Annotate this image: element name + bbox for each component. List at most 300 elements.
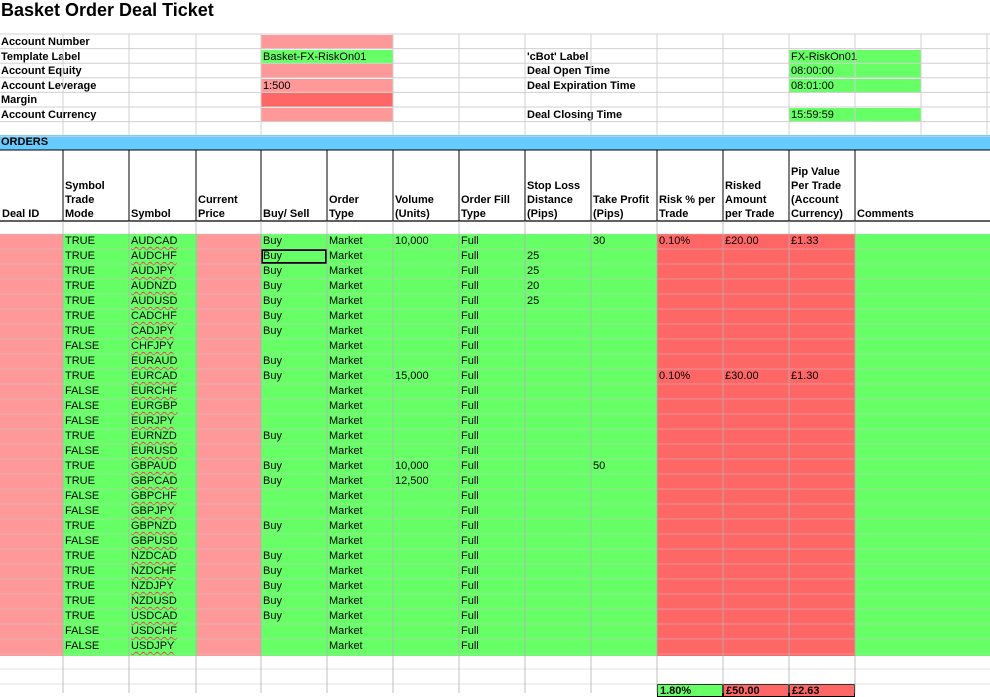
symbol-trade-mode-cell[interactable]: FALSE (65, 490, 100, 502)
volume-cell[interactable] (393, 249, 459, 264)
buy-sell-cell[interactable]: Buy (263, 280, 282, 292)
symbol-trade-mode-cell[interactable]: FALSE (65, 445, 100, 457)
take-profit-cell[interactable] (591, 249, 657, 264)
stop-loss-cell[interactable] (525, 549, 591, 564)
pip-value-cell[interactable] (789, 594, 855, 609)
order-type-cell[interactable]: Market (329, 235, 363, 247)
take-profit-cell[interactable] (591, 504, 657, 519)
stop-loss-cell[interactable] (525, 519, 591, 534)
column-header[interactable]: Take Profit (Pips) (593, 194, 650, 220)
take-profit-cell[interactable] (591, 324, 657, 339)
symbol-trade-mode-cell[interactable]: FALSE (65, 400, 100, 412)
stop-loss-cell[interactable] (525, 339, 591, 354)
buy-sell-cell[interactable]: Buy (263, 520, 282, 532)
order-fill-type-cell[interactable]: Full (461, 625, 479, 637)
symbol-trade-mode-cell[interactable]: FALSE (65, 385, 100, 397)
account-field-value[interactable] (261, 64, 393, 78)
order-type-cell[interactable]: Market (329, 310, 363, 322)
stop-loss-cell[interactable] (525, 414, 591, 429)
take-profit-cell[interactable] (591, 549, 657, 564)
risk-percent-cell[interactable] (657, 594, 723, 609)
stop-loss-cell[interactable] (525, 579, 591, 594)
buy-sell-cell[interactable]: Buy (263, 430, 282, 442)
symbol-trade-mode-cell[interactable]: FALSE (65, 535, 100, 547)
account-field-value[interactable] (261, 108, 393, 122)
pip-value-cell[interactable] (789, 534, 855, 549)
stop-loss-cell[interactable] (525, 429, 591, 444)
take-profit-cell[interactable] (591, 594, 657, 609)
pip-value-cell[interactable] (789, 264, 855, 279)
deal-field-value[interactable] (789, 93, 921, 107)
order-fill-type-cell[interactable]: Full (461, 595, 479, 607)
risked-amount-cell[interactable] (723, 489, 789, 504)
order-fill-type-cell[interactable]: Full (461, 280, 479, 292)
volume-cell[interactable]: 15,000 (395, 370, 429, 382)
symbol-cell[interactable]: CADCHF (131, 310, 177, 322)
stop-loss-cell[interactable] (525, 384, 591, 399)
buy-sell-cell[interactable] (261, 444, 327, 459)
column-header[interactable]: Symbol (131, 208, 171, 220)
order-type-cell[interactable]: Market (329, 595, 363, 607)
buy-sell-cell[interactable]: Buy (263, 460, 282, 472)
column-header[interactable]: Order Fill Type (461, 194, 510, 220)
symbol-trade-mode-cell[interactable]: TRUE (65, 580, 95, 592)
deal-field-value[interactable]: FX-RiskOn01 (789, 50, 921, 64)
volume-cell[interactable] (393, 624, 459, 639)
stop-loss-cell[interactable] (525, 444, 591, 459)
symbol-trade-mode-cell[interactable]: TRUE (65, 295, 95, 307)
symbol-trade-mode-cell[interactable]: TRUE (65, 355, 95, 367)
buy-sell-cell[interactable]: Buy (263, 355, 282, 367)
order-fill-type-cell[interactable]: Full (461, 430, 479, 442)
symbol-trade-mode-cell[interactable]: TRUE (65, 550, 95, 562)
stop-loss-cell[interactable] (525, 234, 591, 249)
risk-percent-cell[interactable] (657, 534, 723, 549)
symbol-cell[interactable]: USDCAD (131, 610, 178, 622)
take-profit-cell[interactable] (591, 354, 657, 369)
buy-sell-cell[interactable]: Buy (263, 235, 282, 247)
buy-sell-cell[interactable]: Buy (263, 595, 282, 607)
buy-sell-cell[interactable]: Buy (263, 325, 282, 337)
risk-percent-cell[interactable] (657, 519, 723, 534)
symbol-trade-mode-cell[interactable]: TRUE (65, 310, 95, 322)
risked-amount-cell[interactable] (723, 324, 789, 339)
order-type-cell[interactable]: Market (329, 490, 363, 502)
volume-cell[interactable] (393, 519, 459, 534)
order-type-cell[interactable]: Market (329, 535, 363, 547)
buy-sell-cell[interactable] (261, 624, 327, 639)
order-type-cell[interactable]: Market (329, 505, 363, 517)
risked-amount-cell[interactable] (723, 339, 789, 354)
buy-sell-cell[interactable]: Buy (263, 580, 282, 592)
stop-loss-cell[interactable] (525, 324, 591, 339)
buy-sell-cell[interactable] (261, 399, 327, 414)
symbol-cell[interactable]: NZDJPY (131, 580, 174, 592)
risk-percent-cell[interactable] (657, 249, 723, 264)
take-profit-cell[interactable] (591, 519, 657, 534)
take-profit-cell[interactable]: 50 (593, 460, 606, 472)
pip-value-cell[interactable] (789, 579, 855, 594)
risk-percent-cell[interactable] (657, 564, 723, 579)
pip-value-cell[interactable] (789, 324, 855, 339)
order-fill-type-cell[interactable]: Full (461, 550, 479, 562)
risked-amount-cell[interactable] (723, 249, 789, 264)
pip-value-cell[interactable] (789, 384, 855, 399)
buy-sell-cell[interactable]: Buy (263, 310, 282, 322)
symbol-cell[interactable]: GBPCHF (131, 490, 177, 502)
risked-amount-cell[interactable] (723, 504, 789, 519)
column-header[interactable]: Pip Value Per Trade (Account Currency) (791, 166, 843, 220)
volume-cell[interactable] (393, 264, 459, 279)
column-header[interactable]: Volume (Units) (395, 194, 434, 220)
stop-loss-cell[interactable]: 25 (527, 250, 540, 262)
risk-percent-cell[interactable] (657, 639, 723, 654)
volume-cell[interactable] (393, 294, 459, 309)
symbol-cell[interactable]: NZDCHF (131, 565, 177, 577)
symbol-cell[interactable]: EURNZD (131, 430, 177, 442)
symbol-cell[interactable]: EURJPY (131, 415, 175, 427)
symbol-trade-mode-cell[interactable]: TRUE (65, 520, 95, 532)
pip-value-cell[interactable] (789, 309, 855, 324)
order-type-cell[interactable]: Market (329, 385, 363, 397)
risked-amount-cell[interactable] (723, 609, 789, 624)
risked-amount-cell[interactable] (723, 534, 789, 549)
risked-amount-cell[interactable]: £20.00 (725, 235, 759, 247)
stop-loss-cell[interactable] (525, 459, 591, 474)
risked-amount-cell[interactable] (723, 279, 789, 294)
take-profit-cell[interactable] (591, 279, 657, 294)
risked-amount-cell[interactable] (723, 429, 789, 444)
volume-cell[interactable] (393, 279, 459, 294)
risk-percent-cell[interactable] (657, 504, 723, 519)
risked-amount-cell[interactable] (723, 414, 789, 429)
stop-loss-cell[interactable] (525, 624, 591, 639)
take-profit-cell[interactable] (591, 414, 657, 429)
symbol-cell[interactable]: GBPNZD (131, 520, 177, 532)
volume-cell[interactable] (393, 384, 459, 399)
symbol-cell[interactable]: AUDCAD (131, 235, 178, 247)
volume-cell[interactable] (393, 639, 459, 654)
order-type-cell[interactable]: Market (329, 430, 363, 442)
buy-sell-cell[interactable] (261, 534, 327, 549)
risked-amount-cell[interactable]: £30.00 (725, 370, 759, 382)
volume-cell[interactable]: 10,000 (395, 235, 429, 247)
take-profit-cell[interactable] (591, 564, 657, 579)
risk-percent-cell[interactable]: 0.10% (659, 235, 691, 247)
take-profit-cell[interactable] (591, 384, 657, 399)
order-fill-type-cell[interactable]: Full (461, 535, 479, 547)
order-fill-type-cell[interactable]: Full (461, 400, 479, 412)
symbol-cell[interactable]: NZDCAD (131, 550, 177, 562)
risk-percent-cell[interactable] (657, 279, 723, 294)
order-type-cell[interactable]: Market (329, 550, 363, 562)
volume-cell[interactable] (393, 324, 459, 339)
symbol-cell[interactable]: GBPJPY (131, 505, 175, 517)
risk-percent-cell[interactable] (657, 414, 723, 429)
symbol-cell[interactable]: EURUSD (131, 445, 178, 457)
pip-value-cell[interactable] (789, 549, 855, 564)
symbol-cell[interactable]: AUDUSD (131, 295, 178, 307)
risk-percent-cell[interactable] (657, 444, 723, 459)
take-profit-cell[interactable] (591, 339, 657, 354)
volume-cell[interactable] (393, 309, 459, 324)
volume-cell[interactable]: 10,000 (395, 460, 429, 472)
risked-amount-cell[interactable] (723, 564, 789, 579)
risk-percent-cell[interactable] (657, 579, 723, 594)
pip-value-cell[interactable] (789, 609, 855, 624)
pip-value-cell[interactable] (789, 414, 855, 429)
volume-cell[interactable] (393, 564, 459, 579)
pip-value-cell[interactable] (789, 564, 855, 579)
volume-cell[interactable] (393, 399, 459, 414)
column-header[interactable]: Stop Loss Distance (Pips) (527, 180, 581, 220)
symbol-cell[interactable]: USDCHF (131, 625, 177, 637)
risked-amount-cell[interactable] (723, 594, 789, 609)
symbol-trade-mode-cell[interactable]: TRUE (65, 595, 95, 607)
deal-field-value[interactable]: 15:59:59 (789, 108, 921, 122)
risk-percent-cell[interactable] (657, 609, 723, 624)
order-fill-type-cell[interactable]: Full (461, 445, 479, 457)
symbol-trade-mode-cell[interactable]: TRUE (65, 610, 95, 622)
volume-cell[interactable] (393, 534, 459, 549)
symbol-cell[interactable]: GBPUSD (131, 535, 178, 547)
volume-cell[interactable] (393, 339, 459, 354)
column-header[interactable]: Comments (857, 208, 914, 220)
symbol-trade-mode-cell[interactable]: TRUE (65, 475, 95, 487)
risk-percent-cell[interactable] (657, 624, 723, 639)
symbol-cell[interactable]: CADJPY (131, 325, 175, 337)
symbol-trade-mode-cell[interactable]: TRUE (65, 250, 95, 262)
order-fill-type-cell[interactable]: Full (461, 505, 479, 517)
risk-percent-cell[interactable] (657, 459, 723, 474)
stop-loss-cell[interactable] (525, 639, 591, 654)
risk-percent-cell[interactable] (657, 324, 723, 339)
symbol-cell[interactable]: USDJPY (131, 640, 175, 652)
symbol-cell[interactable]: AUDNZD (131, 280, 177, 292)
order-fill-type-cell[interactable]: Full (461, 460, 479, 472)
take-profit-cell[interactable] (591, 264, 657, 279)
risk-percent-cell[interactable] (657, 429, 723, 444)
stop-loss-cell[interactable] (525, 534, 591, 549)
stop-loss-cell[interactable] (525, 474, 591, 489)
symbol-trade-mode-cell[interactable]: TRUE (65, 235, 95, 247)
column-header[interactable]: Current Price (198, 194, 238, 220)
take-profit-cell[interactable] (591, 489, 657, 504)
risked-amount-cell[interactable] (723, 474, 789, 489)
take-profit-cell[interactable]: 30 (593, 235, 606, 247)
pip-value-cell[interactable] (789, 399, 855, 414)
risked-amount-cell[interactable] (723, 639, 789, 654)
pip-value-cell[interactable] (789, 624, 855, 639)
order-type-cell[interactable]: Market (329, 445, 363, 457)
symbol-trade-mode-cell[interactable]: TRUE (65, 460, 95, 472)
buy-sell-cell[interactable] (261, 504, 327, 519)
buy-sell-cell[interactable]: Buy (263, 265, 282, 277)
order-fill-type-cell[interactable]: Full (461, 385, 479, 397)
order-type-cell[interactable]: Market (329, 520, 363, 532)
pip-value-cell[interactable] (789, 519, 855, 534)
symbol-cell[interactable]: GBPAUD (131, 460, 177, 472)
buy-sell-cell[interactable] (261, 489, 327, 504)
pip-value-cell[interactable] (789, 339, 855, 354)
order-fill-type-cell[interactable]: Full (461, 370, 479, 382)
risked-amount-cell[interactable] (723, 309, 789, 324)
pip-value-cell[interactable] (789, 489, 855, 504)
risk-percent-cell[interactable] (657, 339, 723, 354)
volume-cell[interactable] (393, 444, 459, 459)
risk-percent-cell[interactable]: 0.10% (659, 370, 691, 382)
risked-amount-cell[interactable] (723, 459, 789, 474)
buy-sell-cell[interactable] (261, 384, 327, 399)
order-type-cell[interactable]: Market (329, 250, 363, 262)
symbol-cell[interactable]: EURCAD (131, 370, 178, 382)
pip-value-cell[interactable] (789, 279, 855, 294)
pip-value-cell[interactable] (789, 294, 855, 309)
order-fill-type-cell[interactable]: Full (461, 265, 479, 277)
account-field-value[interactable] (261, 35, 393, 49)
risk-percent-cell[interactable] (657, 384, 723, 399)
stop-loss-cell[interactable] (525, 489, 591, 504)
symbol-trade-mode-cell[interactable]: TRUE (65, 370, 95, 382)
column-header[interactable]: Buy/ Sell (263, 208, 310, 220)
column-header[interactable]: Risk % per Trade (659, 194, 716, 220)
symbol-trade-mode-cell[interactable]: TRUE (65, 565, 95, 577)
take-profit-cell[interactable] (591, 639, 657, 654)
risk-percent-cell[interactable] (657, 474, 723, 489)
order-type-cell[interactable]: Market (329, 565, 363, 577)
column-header[interactable]: Risked Amount per Trade (725, 180, 775, 220)
risk-percent-cell[interactable] (657, 264, 723, 279)
order-type-cell[interactable]: Market (329, 400, 363, 412)
pip-value-cell[interactable] (789, 354, 855, 369)
buy-sell-cell[interactable]: Buy (263, 475, 282, 487)
order-fill-type-cell[interactable]: Full (461, 235, 479, 247)
pip-value-cell[interactable] (789, 639, 855, 654)
stop-loss-cell[interactable]: 25 (527, 265, 540, 277)
risked-amount-cell[interactable] (723, 444, 789, 459)
pip-value-cell[interactable] (789, 429, 855, 444)
symbol-cell[interactable]: AUDJPY (131, 265, 175, 277)
risk-percent-cell[interactable] (657, 549, 723, 564)
pip-value-cell[interactable] (789, 504, 855, 519)
order-fill-type-cell[interactable]: Full (461, 490, 479, 502)
risk-percent-cell[interactable] (657, 354, 723, 369)
buy-sell-cell[interactable]: Buy (263, 610, 282, 622)
take-profit-cell[interactable] (591, 474, 657, 489)
take-profit-cell[interactable] (591, 309, 657, 324)
deal-field-value[interactable]: 08:00:00 (789, 64, 921, 78)
order-type-cell[interactable]: Market (329, 475, 363, 487)
buy-sell-cell[interactable]: Buy (263, 295, 282, 307)
stop-loss-cell[interactable] (525, 369, 591, 384)
column-header[interactable]: Symbol Trade Mode (65, 180, 105, 220)
volume-cell[interactable] (393, 354, 459, 369)
stop-loss-cell[interactable] (525, 504, 591, 519)
order-fill-type-cell[interactable]: Full (461, 475, 479, 487)
symbol-trade-mode-cell[interactable]: TRUE (65, 265, 95, 277)
order-fill-type-cell[interactable]: Full (461, 340, 479, 352)
symbol-cell[interactable]: EURAUD (131, 355, 178, 367)
stop-loss-cell[interactable] (525, 309, 591, 324)
symbol-trade-mode-cell[interactable]: FALSE (65, 625, 100, 637)
order-type-cell[interactable]: Market (329, 415, 363, 427)
buy-sell-cell[interactable]: Buy (263, 370, 282, 382)
risk-percent-cell[interactable] (657, 294, 723, 309)
pip-value-cell[interactable]: £1.33 (791, 235, 819, 247)
order-type-cell[interactable]: Market (329, 640, 363, 652)
volume-cell[interactable] (393, 489, 459, 504)
pip-value-cell[interactable] (789, 459, 855, 474)
deal-field-value[interactable]: 08:01:00 (789, 79, 921, 93)
risk-percent-cell[interactable] (657, 489, 723, 504)
order-type-cell[interactable]: Market (329, 325, 363, 337)
order-type-cell[interactable]: Market (329, 625, 363, 637)
symbol-trade-mode-cell[interactable]: FALSE (65, 415, 100, 427)
symbol-trade-mode-cell[interactable]: FALSE (65, 505, 100, 517)
volume-cell[interactable] (393, 414, 459, 429)
order-type-cell[interactable]: Market (329, 460, 363, 472)
order-fill-type-cell[interactable]: Full (461, 325, 479, 337)
order-type-cell[interactable]: Market (329, 610, 363, 622)
order-fill-type-cell[interactable]: Full (461, 310, 479, 322)
order-fill-type-cell[interactable]: Full (461, 355, 479, 367)
symbol-cell[interactable]: GBPCAD (131, 475, 178, 487)
take-profit-cell[interactable] (591, 369, 657, 384)
pip-value-cell[interactable]: £1.30 (791, 370, 819, 382)
column-header[interactable]: Deal ID (2, 208, 40, 220)
pip-value-cell[interactable] (789, 444, 855, 459)
volume-cell[interactable] (393, 579, 459, 594)
symbol-trade-mode-cell[interactable]: TRUE (65, 325, 95, 337)
symbol-trade-mode-cell[interactable]: TRUE (65, 280, 95, 292)
buy-sell-cell[interactable]: Buy (263, 550, 282, 562)
risked-amount-cell[interactable] (723, 294, 789, 309)
order-type-cell[interactable]: Market (329, 355, 363, 367)
order-type-cell[interactable]: Market (329, 340, 363, 352)
order-fill-type-cell[interactable]: Full (461, 580, 479, 592)
risked-amount-cell[interactable] (723, 399, 789, 414)
risked-amount-cell[interactable] (723, 384, 789, 399)
order-type-cell[interactable]: Market (329, 295, 363, 307)
symbol-trade-mode-cell[interactable]: TRUE (65, 430, 95, 442)
stop-loss-cell[interactable]: 20 (527, 280, 540, 292)
risked-amount-cell[interactable] (723, 579, 789, 594)
column-header[interactable]: Order Type (329, 194, 359, 220)
order-fill-type-cell[interactable]: Full (461, 640, 479, 652)
symbol-cell[interactable]: CHFJPY (131, 340, 174, 352)
order-type-cell[interactable]: Market (329, 280, 363, 292)
buy-sell-cell[interactable] (261, 414, 327, 429)
volume-cell[interactable] (393, 429, 459, 444)
order-fill-type-cell[interactable]: Full (461, 565, 479, 577)
take-profit-cell[interactable] (591, 294, 657, 309)
stop-loss-cell[interactable] (525, 564, 591, 579)
symbol-trade-mode-cell[interactable]: FALSE (65, 640, 100, 652)
stop-loss-cell[interactable] (525, 609, 591, 624)
risk-percent-cell[interactable] (657, 309, 723, 324)
symbol-cell[interactable]: NZDUSD (131, 595, 177, 607)
risked-amount-cell[interactable] (723, 624, 789, 639)
volume-cell[interactable] (393, 594, 459, 609)
take-profit-cell[interactable] (591, 624, 657, 639)
take-profit-cell[interactable] (591, 534, 657, 549)
order-fill-type-cell[interactable]: Full (461, 520, 479, 532)
take-profit-cell[interactable] (591, 429, 657, 444)
volume-cell[interactable] (393, 549, 459, 564)
order-type-cell[interactable]: Market (329, 370, 363, 382)
risked-amount-cell[interactable] (723, 549, 789, 564)
take-profit-cell[interactable] (591, 579, 657, 594)
